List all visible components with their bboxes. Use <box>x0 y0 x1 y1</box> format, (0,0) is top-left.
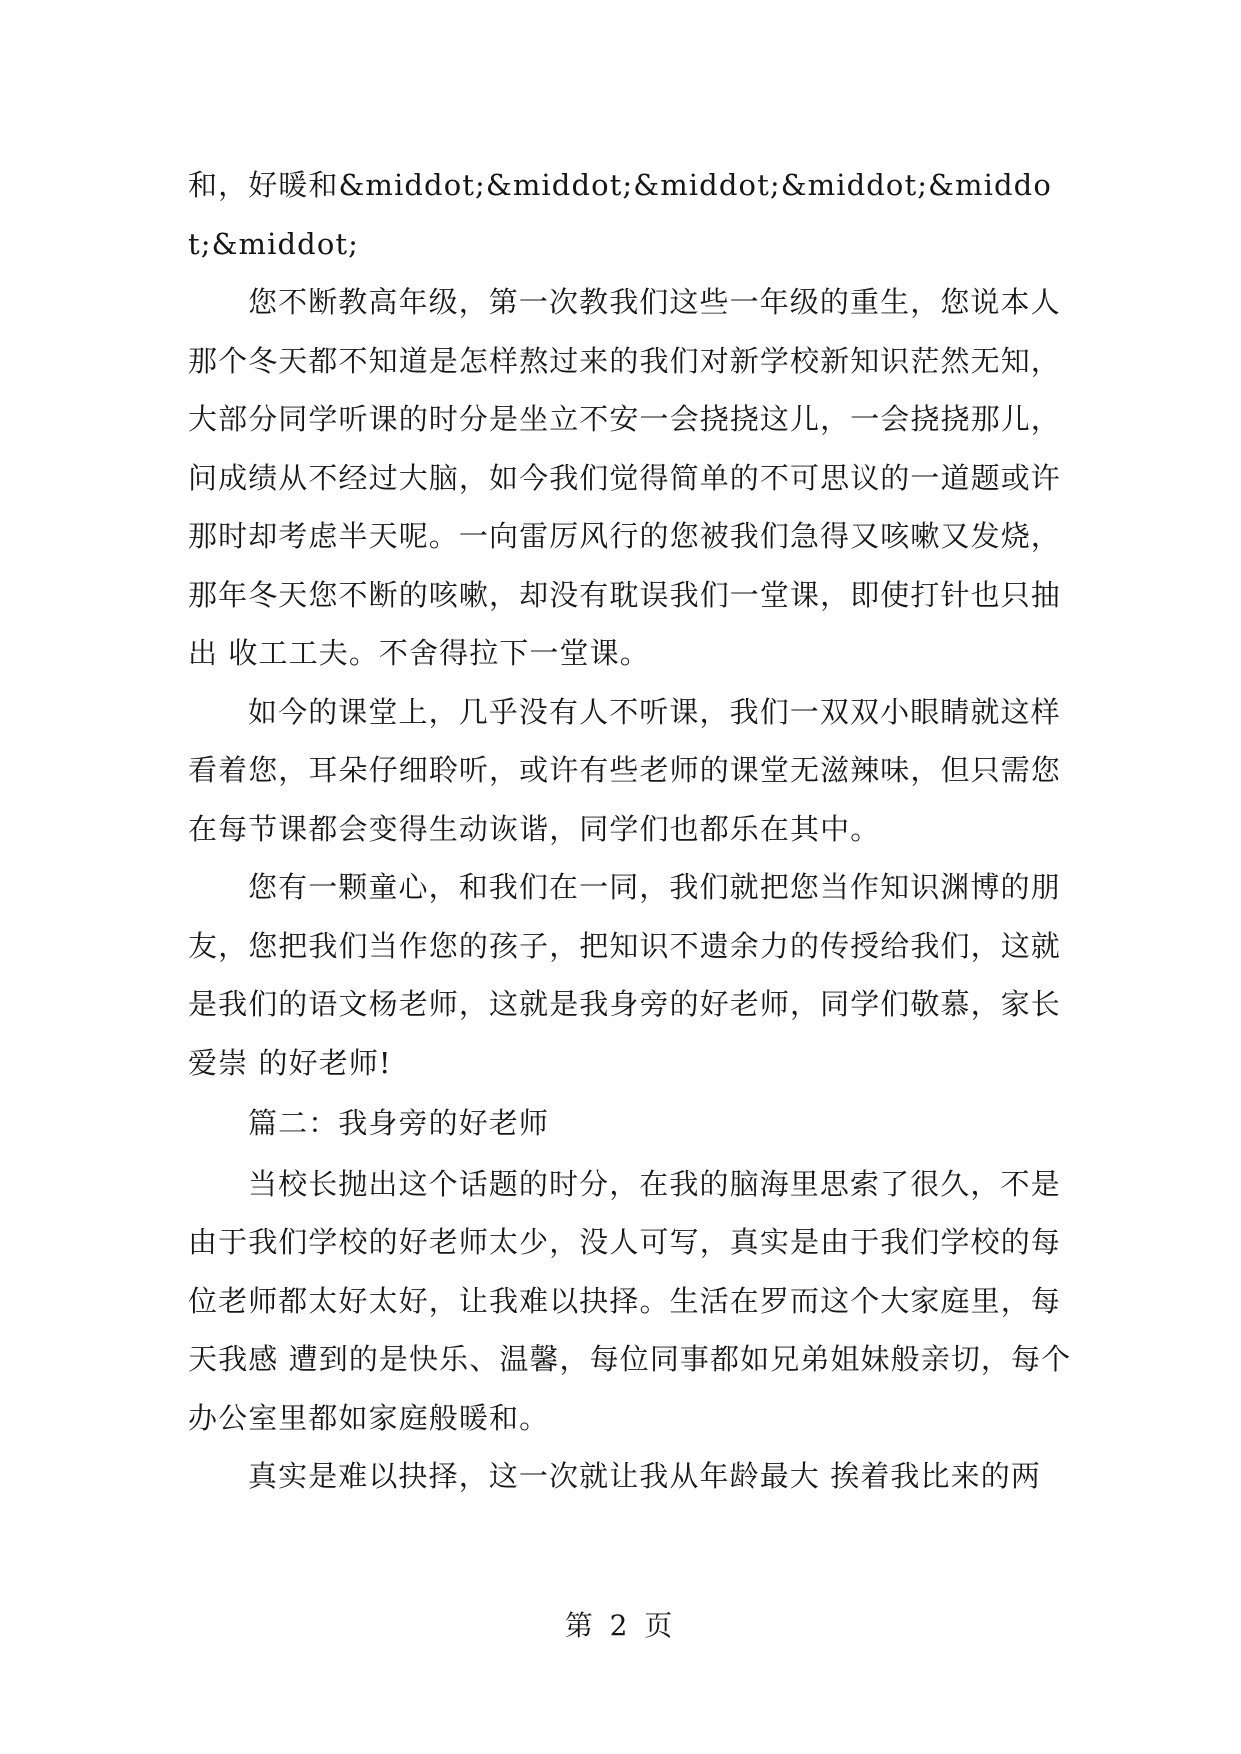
paragraph-hard-choice: 真实是难以抉择，这一次就让我从年龄最大 挨着我比来的两 <box>248 1459 1041 1493</box>
section-heading-part-two: 篇二：我身旁的好老师 <box>248 1106 550 1140</box>
paragraph-childlike-heart: 您有一颗童心，和我们在一同，我们就把您当作知识渊博的朋友，您把我们当作您的孩子，把知识不遗余力的传授给我们，这就是我们的语文杨老师，这就是我身旁的好老师，同学们敬慕，家长爱崇 的好老师! <box>188 870 1061 1080</box>
paragraph-classroom-now: 如今的课堂上，几乎没有人不听课，我们一双双小眼睛就这样看着您，耳朵仔细聆听，或许有些老师的课堂无滋辣味，但只需您在每节课都会变得生动诙谐，同学们也都乐在其中。 <box>188 694 1061 846</box>
document-body <box>188 156 1072 1506</box>
paragraph-teacher-winter: 您不断教高年级，第一次教我们这些一年级的重生，您说本人那个冬天都不知道是怎样熬过来的我们对新学校新知识茫然无知，大部分同学听课的时分是坐立不安一会挠挠这儿，一会挠挠那儿，问成绩从不经过大脑，如今我们觉得简单的不可思议的一道题或许那时却考虑半天呢。一向雷厉风行的您被我们急得又咳嗽又发烧，那年冬天您不断的咳嗽，却没有耽误我们一堂课，即使打针也只抽出 收工工夫。不舍得拉下一堂课。 <box>188 285 1061 670</box>
page-number-footer: 第 2 页 <box>564 1609 677 1642</box>
paragraph-principal-topic: 当校长抛出这个话题的时分，在我的脑海里思索了很久，不是由于我们学校的好老师太少，没人可写，真实是由于我们学校的每位老师都太好太好，让我难以抉择。生活在罗而这个大家庭里，每天我感 遭到的是快乐、温馨，每位同事都如兄弟姐妹般亲切，每个办公室里都如家庭般暖和。 <box>188 1166 1072 1435</box>
paragraph-continuation: 和，好暖和&middot;&middot;&middot;&middot;&middot;&middot; <box>188 168 1052 261</box>
